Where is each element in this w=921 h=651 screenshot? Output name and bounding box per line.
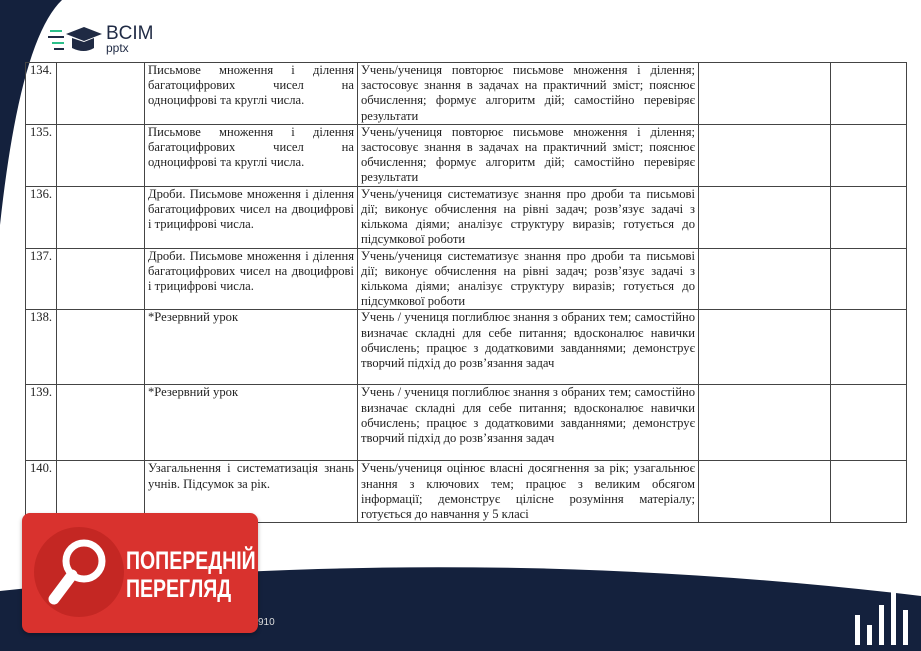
table-row [26,310,907,385]
magnifier-icon [44,533,114,613]
row-number: 139. [26,385,57,461]
outcome-cell: Учень / учениця поглиблює знання з обраних тем; самостійно визначає складні для себе питання; вдосконалює навички обчислень; працює з додатковими завданнями; демонструє творчий підхід до розв’язання задач [358,310,699,385]
date-cell [57,186,145,248]
empty-cell [699,310,831,385]
preview-badge[interactable] [22,513,258,633]
empty-cell [699,461,831,523]
bars-logo-icon [853,585,913,645]
topic-cell: Узагальнення і систематизація знань учнів. Підсумок за рік. [145,461,358,523]
date-cell [57,248,145,310]
note-cell [831,310,907,385]
note-cell [831,385,907,461]
lesson-table [25,62,907,523]
logo-brand: BCIM [106,22,154,44]
empty-cell [699,63,831,125]
empty-cell [699,124,831,186]
note-cell [831,186,907,248]
outcome-cell: Учень/учениця повторює письмове множення і ділення; застосовує знання в задачах на практичний зміст; пояснює обчислення; формує алгоритм дій; самостійно перевіряє результати [358,124,699,186]
topic-cell: Письмове множення і ділення багатоцифрових чисел на одноцифрові та круглі числа. [145,124,358,186]
table-row [26,186,907,248]
date-cell [57,63,145,125]
row-number: 135. [26,124,57,186]
topic-cell: Письмове множення і ділення багатоцифрових чисел на одноцифрові та круглі числа. [145,63,358,125]
note-cell [831,461,907,523]
outcome-cell: Учень/учениця систематизує знання про дроби та письмові дії; виконує обчислення на рівні задач; розв’язує задачі з кількома діями; аналізує структуру виразів; готується до підсумкової роботи [358,186,699,248]
row-number: 138. [26,310,57,385]
empty-cell [699,248,831,310]
table-row [26,63,907,125]
logo [48,24,154,54]
topic-cell: Дроби. Письмове множення і ділення багатоцифрових чисел на двоцифрові і трицифрові числа. [145,248,358,310]
topic-cell: *Резервний урок [145,385,358,461]
outcome-cell: Учень/учениця оцінює власні досягнення за рік; узагальнює знання з ключових тем; працює з великим обсягом інформації; демонструє цілісне розуміння матеріалу; готується до навчання у 5 класі [358,461,699,523]
logo-sub: pptx [106,40,129,55]
footer-text: 910 [258,617,275,628]
row-number: 140. [26,461,57,523]
outcome-cell: Учень/учениця повторює письмове множення і ділення; застосовує знання в задачах на практичний зміст; пояснює обчислення; формує алгоритм дій; самостійно перевіряє результати [358,63,699,125]
graduation-cap-icon [48,24,102,54]
row-number: 136. [26,186,57,248]
outcome-cell: Учень / учениця поглиблює знання з обраних тем; самостійно визначає складні для себе питання; вдосконалює навички обчислень; працює з додатковими завданнями; демонструє творчий підхід до розв’язання задач [358,385,699,461]
badge-line1: ПОПЕРЕДНІЙ [126,547,256,575]
empty-cell [699,385,831,461]
table-row [26,248,907,310]
date-cell [57,124,145,186]
note-cell [831,124,907,186]
note-cell [831,248,907,310]
topic-cell: *Резервний урок [145,310,358,385]
note-cell [831,63,907,125]
table-row [26,385,907,461]
date-cell [57,385,145,461]
topic-cell: Дроби. Письмове множення і ділення багатоцифрових чисел на двоцифрові і трицифрові числа. [145,186,358,248]
empty-cell [699,186,831,248]
outcome-cell: Учень/учениця систематизує знання про дроби та письмові дії; виконує обчислення на рівні задач; розв’язує задачі з кількома діями; аналізує структуру виразів; готується до підсумкової роботи [358,248,699,310]
date-cell [57,310,145,385]
table-row [26,124,907,186]
row-number: 134. [26,63,57,125]
row-number: 137. [26,248,57,310]
badge-line2: ПЕРЕГЛЯД [126,575,232,603]
